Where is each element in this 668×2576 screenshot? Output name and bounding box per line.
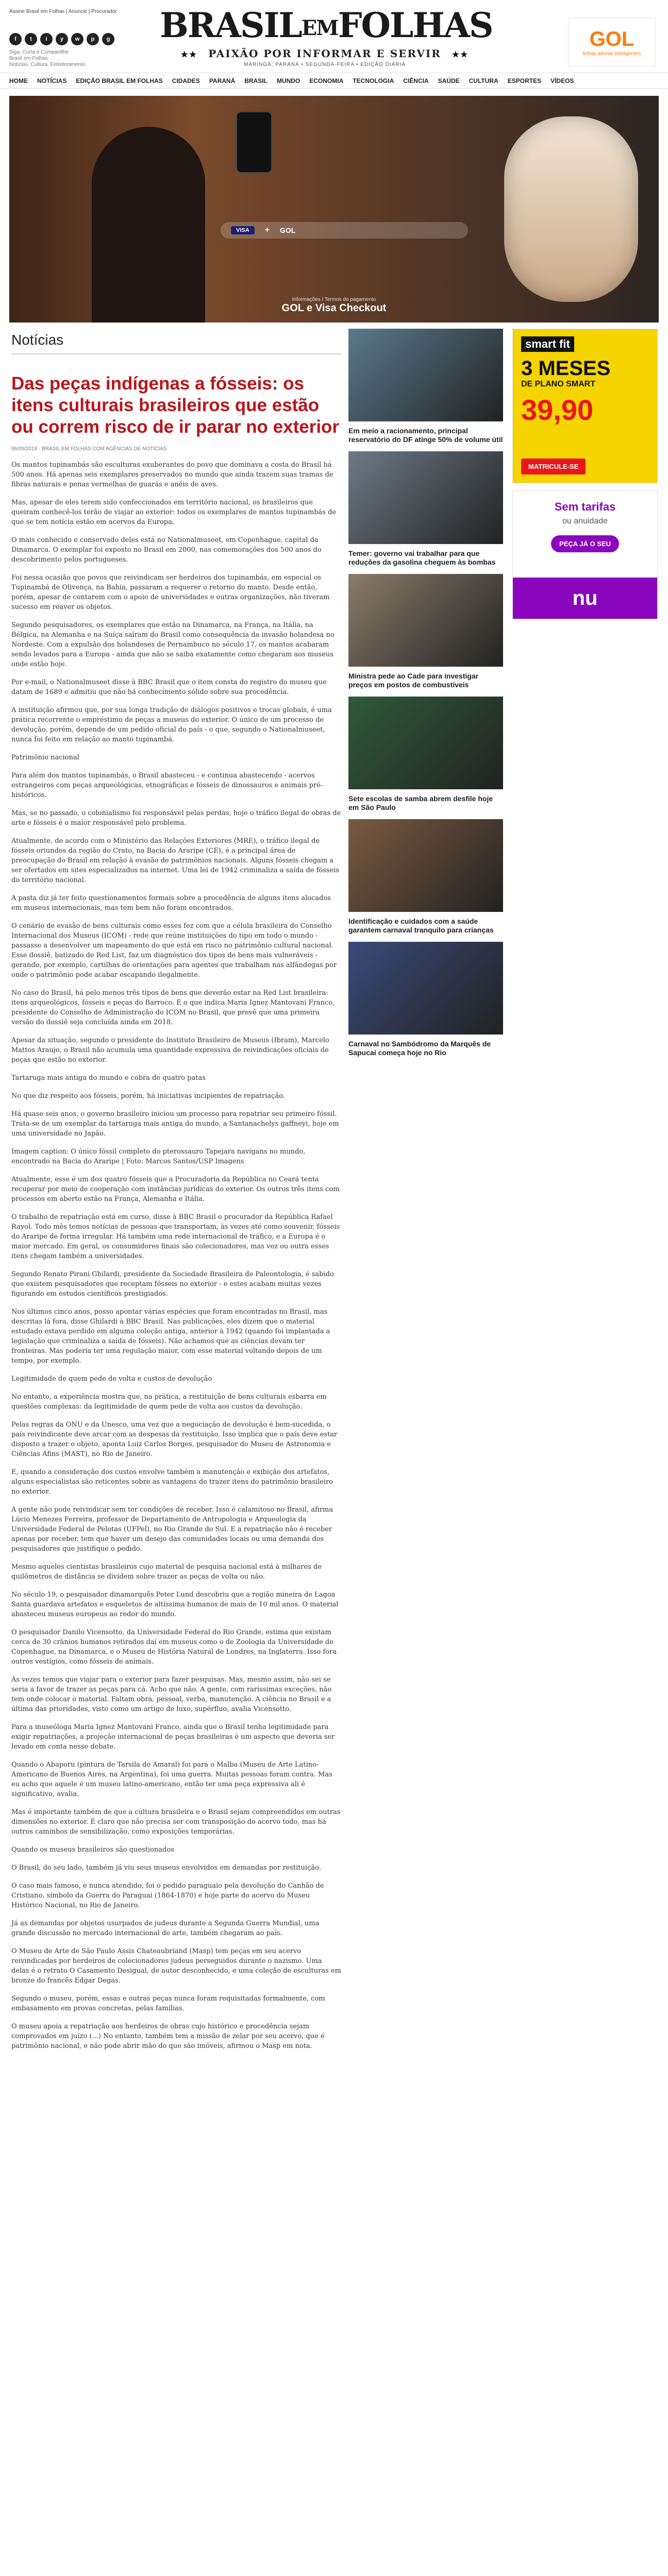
gol-tagline: linhas aéreas inteligentes xyxy=(582,51,641,57)
top-link-advertise[interactable]: Anuncie xyxy=(68,9,88,14)
article-paragraph: Tartaruga mais antiga do mundo e cobra de quatro patas xyxy=(11,1074,206,1082)
news-caption[interactable]: Em meio a racionamento, principal reservatório do DF atinge 50% de volume útil xyxy=(348,427,503,444)
article-paragraph: Patrimônio nacional xyxy=(11,754,79,761)
article-headline: Das peças indígenas a fósseis: os itens culturais brasileiros que estão ou correm risco de ir parar no exterior xyxy=(11,374,340,437)
article-paragraph: O mais conhecido e conservado deles está no Nationalmuseet, em Copenhague, capital da Dinamarca. O exemplar foi exposto no Brasil em 2000, nas comemorações dos 500 anos do descobrimento pelos portugueses. xyxy=(11,536,322,564)
news-thumbnail[interactable] xyxy=(348,329,503,421)
article-paragraph: Para a museóloga Maria Ignez Mantovani Franco, ainda que o Brasil tenha legitimidade para exigir repatriações, a projeção internacional de peças brasileiras é um aspecto que deveria ser levado em conta nesse debate. xyxy=(11,1723,335,1751)
news-thumbnail[interactable] xyxy=(348,574,503,667)
sidebar-news-card[interactable] xyxy=(348,574,503,689)
twitter-icon[interactable]: t xyxy=(25,33,37,45)
slogan-text: PAIXÃO POR INFORMAR E SERVIR xyxy=(208,47,441,60)
top-link-procurador[interactable]: Procurador xyxy=(91,9,117,14)
article-paragraph: No entanto, a experiência mostra que, na prática, a restituição de bens culturais esbarra em questões complexas: da legitimidade de quem pede de volta aos custos da devolução. xyxy=(11,1393,327,1411)
news-thumbnail[interactable] xyxy=(348,942,503,1035)
article-paragraph: Há quase seis anos, o governo brasileiro iniciou um processo para repatriar seu primeiro fóssil. Trata-se de um exemplar da tartaruga mais antiga do mundo, a Santanachelys gaffneyi, hoje em uma universidade no Japão. xyxy=(11,1110,339,1138)
gol-ad[interactable] xyxy=(568,18,656,67)
smartfit-ad[interactable] xyxy=(512,329,658,483)
section-title[interactable]: Notícias xyxy=(11,329,341,354)
article-paragraph: O pesquisador Danilo Vicensotto, da Universidade Federal do Rio Grande, estima que existam cerca de 30 crânios humanos retirados daí em museus como o de Zoologia da Universidade de Copenhague, na Dinamarca, e o Museu de História Natural de Londres, na Inglaterra. Isso fora outros vestígios, como fósseis de animais. xyxy=(11,1629,337,1666)
google-icon[interactable]: g xyxy=(102,33,114,45)
smartfit-line1: 3 MESES xyxy=(521,357,611,380)
nav-item-esportes[interactable]: ESPORTES xyxy=(507,77,542,84)
logo-folhas: FOLHAS xyxy=(338,5,493,45)
sidebar-news-card[interactable] xyxy=(348,329,503,444)
article-paragraph: Já as demandas por objetos usurpados de judeus durante a Segunda Guerra Mundial, uma grande discussão no mercado internacional de arte, também chegaram ao país. xyxy=(11,1920,320,1937)
article-paragraph: Quando o Abaporu (pintura de Tarsila do Amaral) foi para o Malba (Museu de Arte Latino-Americano de Buenos Aires, na Argentina), foi uma guerra. Muitas pessoas foram contra. Mas eu acho que aquele é um museu latino-americano, então ter uma peça expressiva ali é significativo, avalia. xyxy=(11,1761,332,1798)
nubank-button[interactable]: PEÇA JÁ O SEU xyxy=(551,535,619,552)
sidebar-news xyxy=(348,329,503,1064)
nav-item-saude[interactable]: SAÚDE xyxy=(438,77,460,84)
news-caption[interactable]: Ministra pede ao Cade para investigar preços em postos de combustíveis xyxy=(348,672,479,689)
nav-item-brasil[interactable]: BRASIL xyxy=(244,77,268,84)
sidebar-ads xyxy=(512,329,658,619)
logo-slogan xyxy=(160,47,490,60)
news-thumbnail[interactable] xyxy=(348,451,503,544)
news-caption[interactable]: Sete escolas de samba abrem desfile hoje em São Paulo xyxy=(348,794,493,811)
article-paragraph: Atualmente, esse é um dos quatro fósseis que a Procuradoria da República no Ceará tenta recuperar por meio de cooperação com instâncias jurídicas do exterior. Os outros três itens com processos em aberto estão na França, Alemanha e Itália. xyxy=(11,1176,340,1203)
dateline: MARINGÁ, PARANÁ • SEGUNDA-FEIRA • EDIÇÃO DIÁRIA xyxy=(244,62,406,67)
article-paragraph: O museu apoia a repatriação aos herdeiros de obras cujo histórico e procedência sejam comprovados em juízo (...) No entanto, também tem a missão de zelar por seu acervo, que é patrimônio nacional, e não pode abrir mão do que são imóveis, afirmou o Masp em nota. xyxy=(11,2023,325,2050)
sidebar-news-card[interactable] xyxy=(348,451,503,567)
article-paragraph: Atualmente, de acordo com o Ministério das Relações Exteriores (MRE), o tráfico ilegal de fósseis oriundos da região do Crato, na Bacia do Araripe (CE), é a principal área de preocupação do Brasil em relação à evasão de patrimônios nacionais. Alguns fósseis chegam a ser ofertados em sites especializados na internet. Uma lei de 1942 criminaliza a saída de fósseis do território nacional. xyxy=(11,837,340,884)
article-paragraph: Quando os museus brasileiros são questionados xyxy=(11,1846,174,1854)
pinterest-icon[interactable]: p xyxy=(87,33,99,45)
article-paragraph: Para além dos mantos tupinambás, o Brasil abasteceu - e continua abastecendo - acervos estrangeiros com peças arqueológicas, etnográficas e fósseis de dinossauros e animais pré-históricos. xyxy=(11,772,323,799)
nubank-title: Sem tarifas xyxy=(554,500,616,513)
sidebar-news-card[interactable] xyxy=(348,697,503,812)
article-paragraph: E, quando a consideração dos custos envolve também a manutenção e exibição dos artefatos, alguns especialistas são reticentes sobre as vantagens de trazer itens do patrimônio brasileiro no exterior. xyxy=(11,1468,333,1496)
nav-item-noticias[interactable]: NOTÍCIAS xyxy=(37,77,67,84)
article-paragraph: Por e-mail, o Nationalmuseet disse à BBC Brasil que o item consta do registro do museu que datam de 1689 e admitiu que não há conhecimento sólido sobre sua procedência. xyxy=(11,679,327,696)
news-thumbnail[interactable] xyxy=(348,697,503,789)
hero-banner-ad[interactable] xyxy=(9,96,659,323)
smartfit-logo: smart fit xyxy=(521,336,574,352)
nav-item-tecnologia[interactable]: TECNOLOGIA xyxy=(353,77,394,84)
news-caption[interactable]: Carnaval no Sambódromo da Marquês de Sapucaí começa hoje no Rio xyxy=(348,1040,491,1057)
hero-caption-small[interactable]: Informações / Termos do pagamento xyxy=(292,297,376,302)
smalltext-line: Notícias, Cultura, Entretenimento xyxy=(9,62,86,67)
article-paragraph: O Brasil, do seu lado, também já viu seus museus envolvidos em demandas por restituição. xyxy=(11,1864,321,1872)
nav-item-economia[interactable]: ECONOMIA xyxy=(309,77,344,84)
news-caption[interactable]: Identificação e cuidados com a saúde garantem carnaval tranquilo para crianças xyxy=(348,917,494,934)
article-paragraph: Segundo Renato Pirani Ghilardi, presidente da Sociedade Brasileira de Paleontologia, é sabido que existem pesquisadores que receptam fósseis no exterior - e estes acabam muitas vezes figurando em estudos científicos prestigiados. xyxy=(11,1270,334,1298)
article-paragraph: Mas, se no passado, o colonialismo foi responsável pelas perdas, hoje o tráfico ilegal de obras de arte e fósseis é o maior responsável pelo problema. xyxy=(11,809,341,827)
smalltext-line: Brasil em Folhas xyxy=(9,56,48,61)
hero-logo-bar xyxy=(221,222,468,239)
article-body xyxy=(11,460,341,2051)
facebook-icon[interactable]: f xyxy=(9,33,22,45)
article-paragraph: No caso do Brasil, há pelo menos três tipos de bens que deverão estar na Red List brasileira: itens arqueológicos, fósseis e peças do Barroco. É o que indica Maria Ignez Mantovani Franco, presidente do Conselho de Administração do ICOM no Brasil, que prevê que uma primeira versão do dossiê seja concluída ainda em 2018. xyxy=(11,989,335,1026)
article-paragraph: Imagem caption: O único fóssil completo do pterossauro Tapejara navigans no mundo, encontrado na Bacia do Araripe | Foto: Marcos Santos/USP Imagens xyxy=(11,1148,306,1165)
social-icons xyxy=(9,33,114,45)
article-paragraph: Legitimidade de quem pede de volta e custos de devolução xyxy=(11,1375,212,1383)
news-caption[interactable]: Temer: governo vai trabalhar para que reduções da gasolina cheguem às bombas xyxy=(348,549,496,566)
nubank-ad[interactable] xyxy=(512,490,658,619)
article-paragraph: Segundo pesquisadores, os exemplares que estão na Dinamarca, na França, na Itália, na Bélgica, na Alemanha e na Suíça saíram do Brasil como consequência da invasão holandesa no Nordeste. Com a expulsão dos holandeses de Pernambuco no século 17, os mantos acabaram sendo levados para a Europa - ainda que não se saiba exatamente como chegaram aos museus onde estão hoje. xyxy=(11,621,335,668)
article-paragraph: O Museu de Arte de São Paulo Assis Chateaubriand (Masp) tem peças em seu acervo reivindicadas por herdeiros de colecionadores judeus perseguidos durante o nazismo. Uma delas é o retrato O Casamento Desigual, de autor desconhecido, e uma coleção de esculturas em bronze do francês Edgar Degas. xyxy=(11,1947,341,1985)
instagram-icon[interactable]: i xyxy=(40,33,53,45)
article-paragraph: O caso mais famoso, e nunca atendido, foi o pedido paraguaio pela devolução do Canhão de Cristiano, símbolo da Guerra do Paraguai (1864-1870) e hoje parte do acervo do Museu Histórico Nacional, no Rio de Janeiro. xyxy=(11,1882,324,1909)
smartfit-button[interactable]: MATRICULE-SE xyxy=(521,459,586,474)
article-paragraph: No que diz respeito aos fósseis, porém, há iniciativas incipientes de repatriação. xyxy=(11,1092,285,1100)
nav-item-edicao[interactable]: EDIÇÃO BRASIL EM FOLHAS xyxy=(76,77,163,84)
article xyxy=(11,329,341,2051)
smartfit-line2: DE PLANO SMART xyxy=(521,380,595,388)
news-thumbnail[interactable] xyxy=(348,819,503,912)
article-paragraph: Às vezes temos que viajar para o exterior para fazer pesquisas. Mas, mesmo assim, não sei se seria a favor de trazer as peças para cá. Acho que não. A gente, com raríssimas exceções, não tem onde colocar o material. Faltam obra, pessoal, verba, manutenção. A ciência no Brasil e a última das prioridades, visto como um artigo de luxo, supérfluo, avalia Vicensotto. xyxy=(11,1676,332,1713)
article-paragraph: Pelas regras da ONU e da Unesco, uma vez que a negociação de devolução é bem-sucedida, o país reivindicante deve arcar com as despesas da restituição. Isso implica que o país deve estar disposto a trazer o objeto, aponta Luiz Carlos Borges, pesquisador do Museu de Astronomia e Ciências Afins (MAST), no Rio de Janeiro. xyxy=(11,1421,338,1458)
nav-item-cultura[interactable]: CULTURA xyxy=(469,77,498,84)
nav-item-home[interactable]: HOME xyxy=(9,77,28,84)
smartfit-price: 39,90 xyxy=(521,394,594,426)
article-paragraph: Os mantos tupinambás são esculturas exuberantes do povo que dominava a costa do Brasil há 500 anos. Há apenas seis exemplares preservados no mundo que ainda trazem suas tramas de fibras naturais e penas vermelhas de guarás e anéis de aves. xyxy=(11,461,333,488)
article-paragraph: Mas, apesar de eles terem sido confeccionados em território nacional, os brasileiros que queiram conhecê-los terão de viajar ao exterior: todos os exemplares de mantos tupinambás de que se tem notícia estão em acervos da Europa. xyxy=(11,499,337,526)
site-logo[interactable] xyxy=(160,5,493,67)
article-paragraph: Nos últimos cinco anos, posso apontar várias espécies que foram encontradas no Brasil, mas descritas lá fora, disse Ghilardi à BBC Brasil. Nas publicações, eles dizem que o material estudado estava perdido em alguma coleção antiga, anterior à 1942 (quando foi implantada a legislação que criminaliza a saída de fósseis). Não achamos que as ciências devam ter fronteiras. Mas poderia ter uma regulação maior, com esse material voltando depois de um tempo, por exemplo. xyxy=(11,1308,330,1365)
nav-item-videos[interactable]: VÍDEOS xyxy=(550,77,574,84)
article-paragraph: Mesmo aqueles cientistas brasileiros cujo material de pesquisa nacional está à milhares de quilômetros de distância se dividem sobre trazer as peças de volta ou não. xyxy=(11,1563,322,1581)
whatsapp-icon[interactable]: w xyxy=(71,33,84,45)
site-header xyxy=(0,0,668,73)
article-paragraph: A gente não pode reivindicar sem ter condições de receber. Isso é calamitoso no Brasil, afirma Lúcio Menezes Ferreira, professor de Departamento de Antropologia e Arqueologia da Universidade Federal de Pelotas (UFPel), no Rio Grande do Sul. E a repatriação não é receber apenas por receber, tem que haver um desejo das comunidades locais ou uma demanda dos pesquisadores que justifique o pedido. xyxy=(11,1506,333,1553)
hero-caption xyxy=(9,297,659,314)
top-link-subscribe[interactable]: Assine Brasil em Folhas xyxy=(9,9,65,14)
article-paragraph: Apesar da situação, segundo o presidente do Instituto Brasileiro de Museus (Ibram), Marcelo Mattos Araujo, o Brasil não acumula uma quantidade expressiva de reivindicações oficiais de peças que estão no exterior. xyxy=(11,1037,329,1064)
logo-brand xyxy=(160,5,493,46)
article-paragraph: Mas é importante também de que a cultura brasileira e o Brasil sejam compreendidos em outras dimensões no exterior. É claro que não precisa ser com transposição do acervo todo, mas há outros caminhos de sensibilização, como exposições temporárias. xyxy=(11,1808,341,1836)
visa-logo: VISA xyxy=(231,226,255,234)
article-paragraph: No século 19, o pesquisador dinamarquês Peter Lund descobriu que a região mineira de Lagoa Santa guardava artefatos e esqueletos de altíssima humanos de mais de 10 mil anos. O material abasteceu museus europeus ao redor do mundo. xyxy=(11,1591,339,1618)
stars-right: ★★ xyxy=(452,49,469,59)
logo-brasil: BRASIL xyxy=(160,5,302,45)
plus-sign: + xyxy=(264,226,270,234)
nubank-logo: nu xyxy=(513,578,657,619)
article-paragraph: O cenário de evasão de bens culturais como esses fez com que a célula brasileira do Conselho Internacional dos Museus (ICOM) - rede que reúne instituições do tipo em todo o mundo - passasse a desenvolver um mapeamento do que está em risco no patrimônio cultural nacional. Esse dossiê, batizado de Red List, faz um diagnóstico dos tipos de bens mais vulneráveis - gerando, por exemplo, cartilhas de orientações para agentes que trabalham nas alfândegas por onde o patrimônio pode acabar escapando ilegalmente. xyxy=(11,922,337,979)
nav-item-ciencia[interactable]: CIÊNCIA xyxy=(403,77,429,84)
article-paragraph: A instituição afirmou que, por sua longa tradição de diálogos positivos e trocas globais, é uma prática recorrente o empréstimo de peças a museus do exterior. O único de um processo de devolução, porém, depende de um pedido oficial do país - o que, segundo o Nationalmuseet, nunca foi feito em relação ao manto tupinambá. xyxy=(11,706,332,743)
nav-item-cidades[interactable]: CIDADES xyxy=(172,77,200,84)
top-links: Assine Brasil em Folhas | Anuncie | Procurador xyxy=(9,9,117,14)
article-paragraph: Segundo o museu, porém, essas e outras peças nunca foram requisitadas formalmente, com embasamento em provas concretas, pelas famílias. xyxy=(11,1995,325,2012)
gol-logo: GOL xyxy=(589,28,634,50)
sidebar-news-card[interactable] xyxy=(348,819,503,935)
sidebar-news-card[interactable] xyxy=(348,942,503,1057)
article-paragraph: Foi nessa ocasião que povos que reivindicam ser herdeiros dos tupinambás, em especial os Tupinambá de Olivença, na Bahia, passaram a requerer o retorno do manto. Desde então, porém, apesar de contarem com o apoio de universidades e outras organizações, não tiveram sucesso em reaver os objetos. xyxy=(11,574,330,611)
nav-item-mundo[interactable]: MUNDO xyxy=(276,77,300,84)
youtube-icon[interactable]: y xyxy=(56,33,68,45)
hero-airplane-window xyxy=(504,116,638,302)
nubank-subtitle: ou anuidade xyxy=(562,517,608,526)
nav-item-parana[interactable]: PARANÁ xyxy=(209,77,236,84)
hero-caption-title: GOL e Visa Checkout xyxy=(281,302,387,314)
article-meta: 06/05/2019 · BRASIL EM FOLHAS COM AGÊNCIAS DE NOTÍCIAS xyxy=(11,446,167,452)
hero-person xyxy=(92,127,205,323)
article-paragraph: O trabalho de repatriação está em curso, disse à BBC Brasil o procurador da República Rafael Rayol. Todo mês temos notícias de pessoas que transportam, às vezes até como souvenir, fósseis do Araripe de forma irregular. Há também uma rede internacional de tráfico, e a Europa é o maior mercado. Em geral, os consumidores finais são colecionadores, mas vez ou outra esses itens chegam também a universidades. xyxy=(11,1213,340,1260)
gol-hero-logo: GOL xyxy=(280,226,296,234)
article-paragraph: A pasta diz já ter feito questionamentos formais sobre a procedência de alguns itens alocados em museus internacionais, mas tem bem não foram encontrados. xyxy=(11,894,331,912)
stars-left: ★★ xyxy=(180,49,198,59)
main-nav xyxy=(0,73,668,89)
header-smalltext xyxy=(9,49,92,68)
smalltext-line: Siga, Curta e Compartilhe xyxy=(9,49,69,55)
hero-phone xyxy=(236,111,272,173)
logo-em: EM xyxy=(301,16,338,40)
